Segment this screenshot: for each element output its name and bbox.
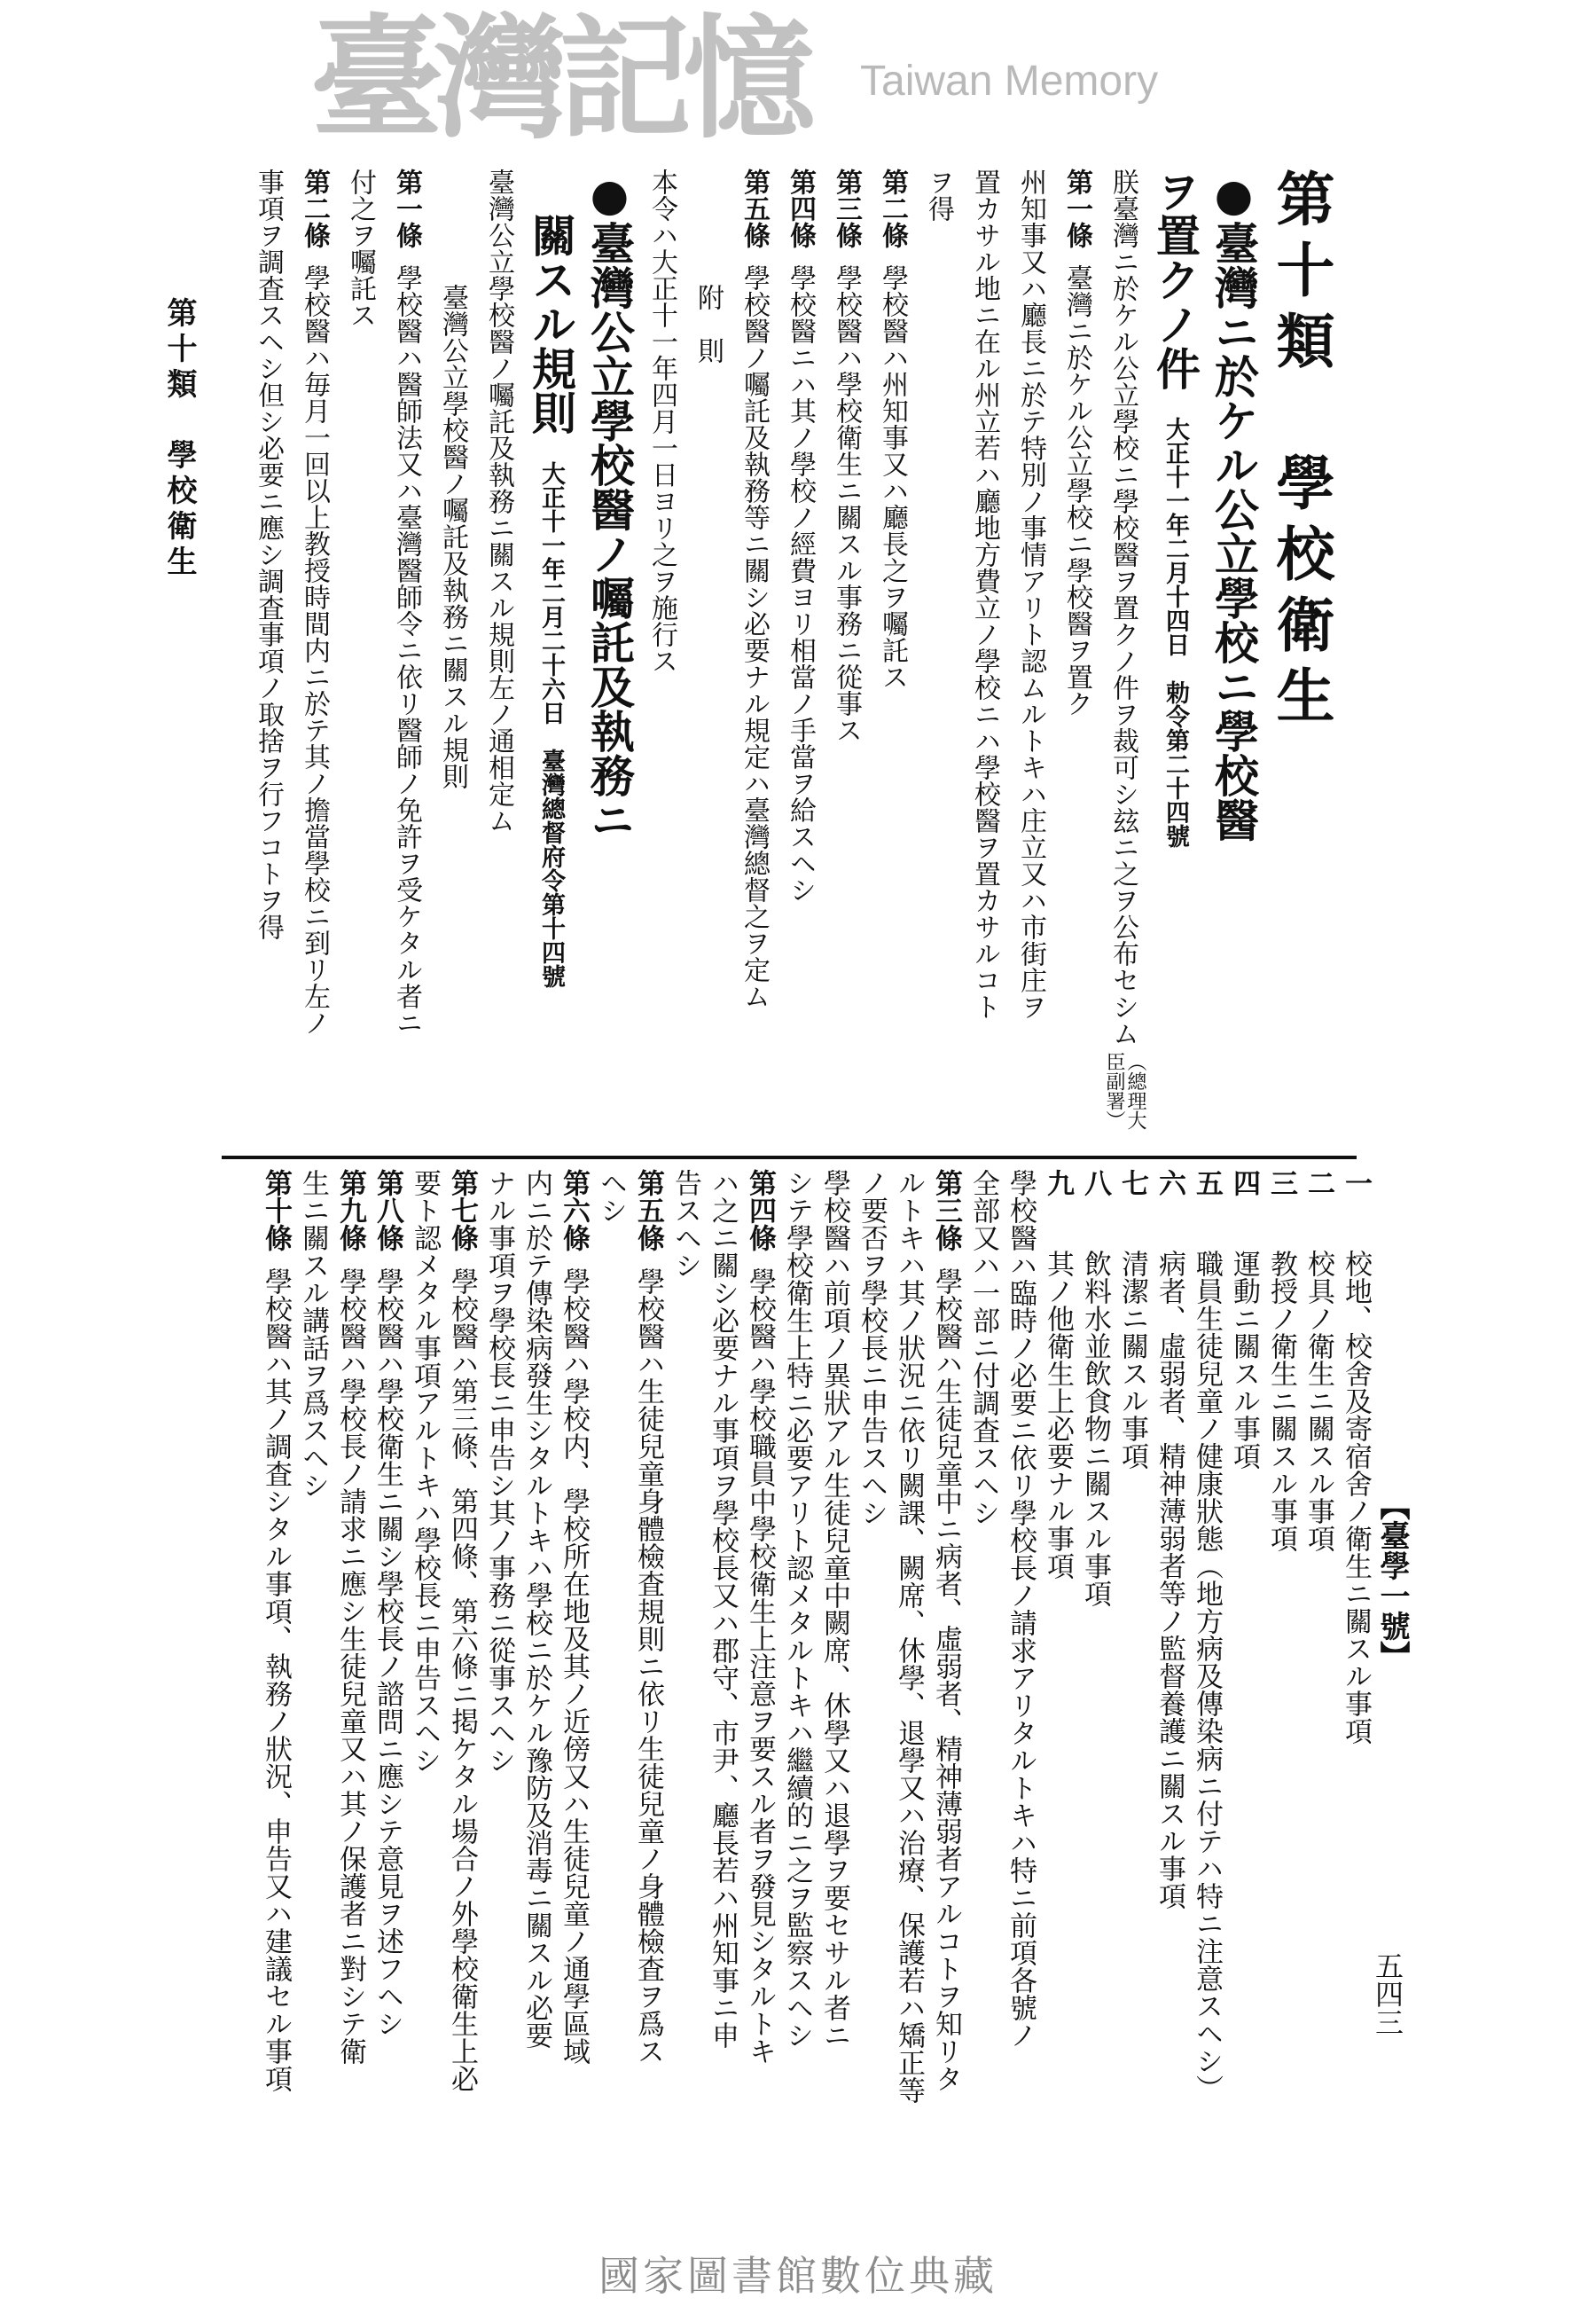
line-text: 本令ハ大正十一年四月一日ヨリ之ヲ施行ス (646, 169, 677, 674)
line-annotation: （總理大臣副署） (1103, 1052, 1146, 1130)
section-divider (222, 1156, 1357, 1159)
item-number: 三 (1265, 1169, 1297, 1196)
library-credit: 國家圖書館數位典藏 (598, 2252, 998, 2300)
article-label: 第一條 (1061, 169, 1092, 248)
line-text: 附 則 (692, 284, 724, 364)
list-item (1188, 1169, 1225, 2171)
text-line (475, 169, 521, 1144)
line-text: 學校醫ハ第三條、第四條、第六條ニ掲ケタル場合ノ外學校衛生上必 (446, 1267, 478, 2092)
list-item (1114, 1169, 1151, 2171)
text-line (245, 169, 291, 1144)
line-text: 校地、校舍及寄宿舍ノ衛生ニ關スル事項 (1340, 1250, 1372, 1745)
item-number: 五 (1191, 1169, 1223, 1196)
watermark-logo (310, 1, 1162, 163)
line-text: ルトキハ其ノ狀況ニ依リ闕課、闕席、休學、退學又ハ治療、保護若ハ矯正等 (893, 1169, 925, 2104)
text-line (890, 1169, 927, 2171)
line-text: 學校醫ハ毎月一回以上教授時間内ニ於テ其ノ擔當學校ニ到リ左ノ (299, 264, 330, 1036)
item-number: 四 (1228, 1169, 1260, 1196)
section-heading (521, 169, 580, 1144)
section-heading (1204, 169, 1263, 1144)
line-text: 第十類 學校衛生 (1266, 169, 1335, 736)
list-item (1076, 1169, 1114, 2171)
article-label: 第二條 (877, 169, 908, 248)
line-text: 學校醫ハ學校衛生ニ關シ學校長ノ諮問ニ應シテ意見ヲ述フヘシ (372, 1267, 403, 2037)
list-item (1151, 1169, 1188, 2171)
text-line (1099, 169, 1146, 1144)
article-label: 第九條 (334, 1169, 366, 1251)
line-text: 病者、虛弱者、精神薄弱者等ノ監督養護ニ關スル事項 (1154, 1250, 1185, 1910)
text-line (337, 169, 383, 1144)
line-text: シテ學校衛生上特ニ必要アリト認メタルトキハ繼續的ニ之ヲ監察スヘシ (781, 1169, 813, 2049)
article-label: 第二條 (299, 169, 330, 248)
text-line (294, 1169, 332, 2171)
line-text: 學校醫ハ臨時ノ必要ニ依リ學校長ノ請求アリタルトキハ特ニ前項各號ノ (1005, 1169, 1037, 2049)
line-annotation: 大正十一年二月二十六日 臺灣總督府令第十四號 (537, 461, 565, 988)
line-text: 置カサル地ニ在ル州立若ハ廳地方費立ノ學校ニハ學校醫ヲ置カサルコト (969, 169, 1000, 1020)
line-text: 臺灣公立學校醫ノ囑託及執務ニ關スル規則 (437, 284, 468, 789)
page-number: 五四三 (1371, 1951, 1404, 2036)
line-text: 飲料水並飲食物ニ關スル事項 (1079, 1250, 1111, 1607)
list-item (1263, 1169, 1300, 2171)
watermark-cjk: 臺灣記憶 (310, 1, 808, 157)
line-text: 學校醫ハ醫師法又ハ臺灣醫師令ニ依リ醫師ノ免許ヲ受ケタル者ニ (391, 264, 422, 1036)
line-text: 要ト認メタル事項アルトキハ學校長ニ申告スヘシ (409, 1169, 441, 1774)
item-number: 七 (1116, 1169, 1148, 1196)
article-label: 第三條 (831, 169, 862, 248)
text-line (667, 1169, 704, 2171)
line-text: 學校醫ハ生徒兒童中ニ病者、虛弱者、精神薄弱者アルコトヲ知リタ (930, 1267, 962, 2092)
text-line (638, 169, 685, 1144)
line-text: ノ要否ヲ學校長ニ申告スヘシ (856, 1169, 888, 1526)
text-line (685, 169, 731, 1144)
article-label: 第四條 (785, 169, 816, 248)
article-line (257, 1169, 294, 2171)
line-text: 學校醫ハ其ノ調査シタル事項、執務ノ狀況、申告又ハ建議セル事項 (260, 1267, 292, 2092)
article-label: 第六條 (558, 1169, 590, 1251)
line-text: 其ノ他衛生上必要ナル事項 (1042, 1250, 1074, 1580)
section-heading (1146, 169, 1204, 1144)
text-line (915, 169, 961, 1144)
line-text: 學校醫ハ前項ノ異狀アル生徒兒童中闕席、休學又ハ退學ヲ要セサル者ニ (818, 1169, 850, 2049)
line-text: 學校醫ハ學校内、學校所在地及其ノ近傍又ハ生徒兒童ノ通學區域 (558, 1267, 590, 2065)
article-line (731, 169, 777, 1144)
article-line (777, 169, 823, 1144)
line-text: ヲ置クノ件 (1149, 169, 1201, 390)
article-line (555, 1169, 592, 2171)
article-label: 第八條 (372, 1169, 403, 1251)
line-text: 教授ノ衛生ニ關スル事項 (1265, 1250, 1297, 1552)
text-line (704, 1169, 741, 2171)
line-annotation: 大正十一年二月十四日 勅令第二十四號 (1162, 417, 1189, 848)
article-line (741, 1169, 778, 2171)
line-text: 内ニ於テ傳染病發生シタルトキハ學校ニ於ケル豫防及消毒ニ關スル必要 (520, 1169, 552, 2049)
line-text: 臺灣公立學校醫ノ囑託及執務ニ關スル規則左ノ通相定ム (483, 169, 514, 834)
line-text: 學校醫ニハ其ノ學校ノ經費ヨリ相當ノ手當ヲ給スヘシ (785, 264, 816, 903)
list-item (1039, 1169, 1076, 2171)
line-text: 校具ノ衛生ニ關スル事項 (1303, 1250, 1334, 1552)
lower-text-block (257, 1169, 1374, 2171)
text-line (429, 169, 475, 1144)
item-number: 二 (1303, 1169, 1334, 1196)
article-label: 第五條 (739, 169, 770, 248)
line-text: 清潔ニ關スル事項 (1116, 1250, 1148, 1470)
upper-text-block (245, 169, 1339, 1144)
text-line (778, 1169, 816, 2171)
line-text: 州知事又ハ廳長ニ於テ特別ノ事情アリト認ムルトキハ庄立又ハ市街庄ヲ (1015, 169, 1046, 1020)
text-line (1002, 1169, 1039, 2171)
line-text: 生ニ關スル講話ヲ爲スヘシ (297, 1169, 329, 1499)
line-text: ●臺灣ニ於ケル公立學校ニ學校醫 (1208, 169, 1260, 842)
article-label: 第四條 (744, 1169, 776, 1251)
line-text: ハ之ニ關シ必要ナル事項ヲ學校長又ハ郡守、市尹、廳長若ハ州知事ニ申 (707, 1169, 739, 2049)
article-line (443, 1169, 481, 2171)
line-text: 付之ヲ囑託ス (345, 169, 376, 328)
list-item (1225, 1169, 1263, 2171)
line-text: 學校醫ハ生徒兒童身體檢査規則ニ依リ生徒兒童ノ身體檢査ヲ爲ス (632, 1267, 664, 2065)
article-label: 第一條 (391, 169, 422, 248)
text-line (965, 1169, 1002, 2171)
item-number: 八 (1079, 1169, 1111, 1196)
text-line (816, 1169, 853, 2171)
article-label: 第三條 (930, 1169, 962, 1251)
watermark-en: Taiwan Memory (860, 58, 1159, 105)
text-line (853, 1169, 890, 2171)
text-line (1007, 169, 1053, 1144)
line-text: 學校醫ハ學校職員中學校衛生上注意ヲ要スル者ヲ發見シタルトキ (744, 1267, 776, 2065)
article-line (630, 1169, 667, 2171)
text-line (518, 1169, 555, 2171)
line-text: 全部又ハ一部ニ付調査スヘシ (967, 1169, 999, 1526)
line-text: 學校醫ノ囑託及執務等ニ關シ必要ナル規定ハ臺灣總督之ヲ定ム (739, 264, 770, 1009)
text-line (481, 1169, 518, 2171)
line-text: 關スル規則 (525, 169, 577, 435)
running-footer: 第十類 學校衛生 (161, 297, 197, 581)
line-text: 學校醫ハ學校衛生ニ關スル事務ニ從事ス (831, 264, 862, 743)
line-text: 職員生徒兒童ノ健康狀態（地方病及傳染病ニ付テハ特ニ注意スヘシ） (1191, 1250, 1223, 2102)
section-heading (580, 169, 638, 1144)
article-line (927, 1169, 965, 2171)
line-text: ヘシ (595, 1169, 627, 1224)
article-line (369, 1169, 406, 2171)
article-line (383, 169, 429, 1144)
item-number: 一 (1340, 1169, 1372, 1196)
line-text: 學校醫ハ學校長ノ請求ニ應シ生徒兒童又ハ其ノ保護者ニ對シテ衛 (334, 1267, 366, 2065)
line-text: 事項ヲ調査スヘシ但シ必要ニ應シ調査事項ノ取捨ヲ行フコトヲ得 (253, 169, 284, 940)
line-text: 學校醫ハ州知事又ハ廳長之ヲ囑託ス (877, 264, 908, 690)
text-line (961, 169, 1007, 1144)
header-tag: 【臺學一號】 (1374, 1490, 1410, 1671)
item-number: 九 (1042, 1169, 1074, 1196)
article-line (332, 1169, 369, 2171)
chapter-title (1263, 169, 1339, 1144)
article-line (1053, 169, 1099, 1144)
article-label: 第五條 (632, 1169, 664, 1251)
line-text: ●臺灣公立學校醫ノ囑託及執務ニ (583, 169, 636, 842)
list-item (1300, 1169, 1337, 2171)
line-text: 告スヘシ (669, 1169, 701, 1279)
article-label: 第七條 (446, 1169, 478, 1251)
text-line (406, 1169, 443, 2171)
line-text: 運動ニ關スル事項 (1228, 1250, 1260, 1470)
line-text: ヲ得 (923, 169, 954, 222)
line-text: ナル事項ヲ學校長ニ申告シ其ノ事務ニ從事スヘシ (483, 1169, 515, 1774)
line-text: 臺灣ニ於ケル公立學校ニ學校醫ヲ置ク (1061, 264, 1092, 717)
text-line (592, 1169, 630, 2171)
article-line (869, 169, 915, 1144)
article-line (291, 169, 337, 1144)
item-number: 六 (1154, 1169, 1185, 1196)
article-label: 第十條 (260, 1169, 292, 1251)
article-line (823, 169, 869, 1144)
line-text: 朕臺灣ニ於ケル公立學校ニ學校醫ヲ置クノ件ヲ裁可シ玆ニ之ヲ公布セシム (1107, 169, 1138, 1047)
